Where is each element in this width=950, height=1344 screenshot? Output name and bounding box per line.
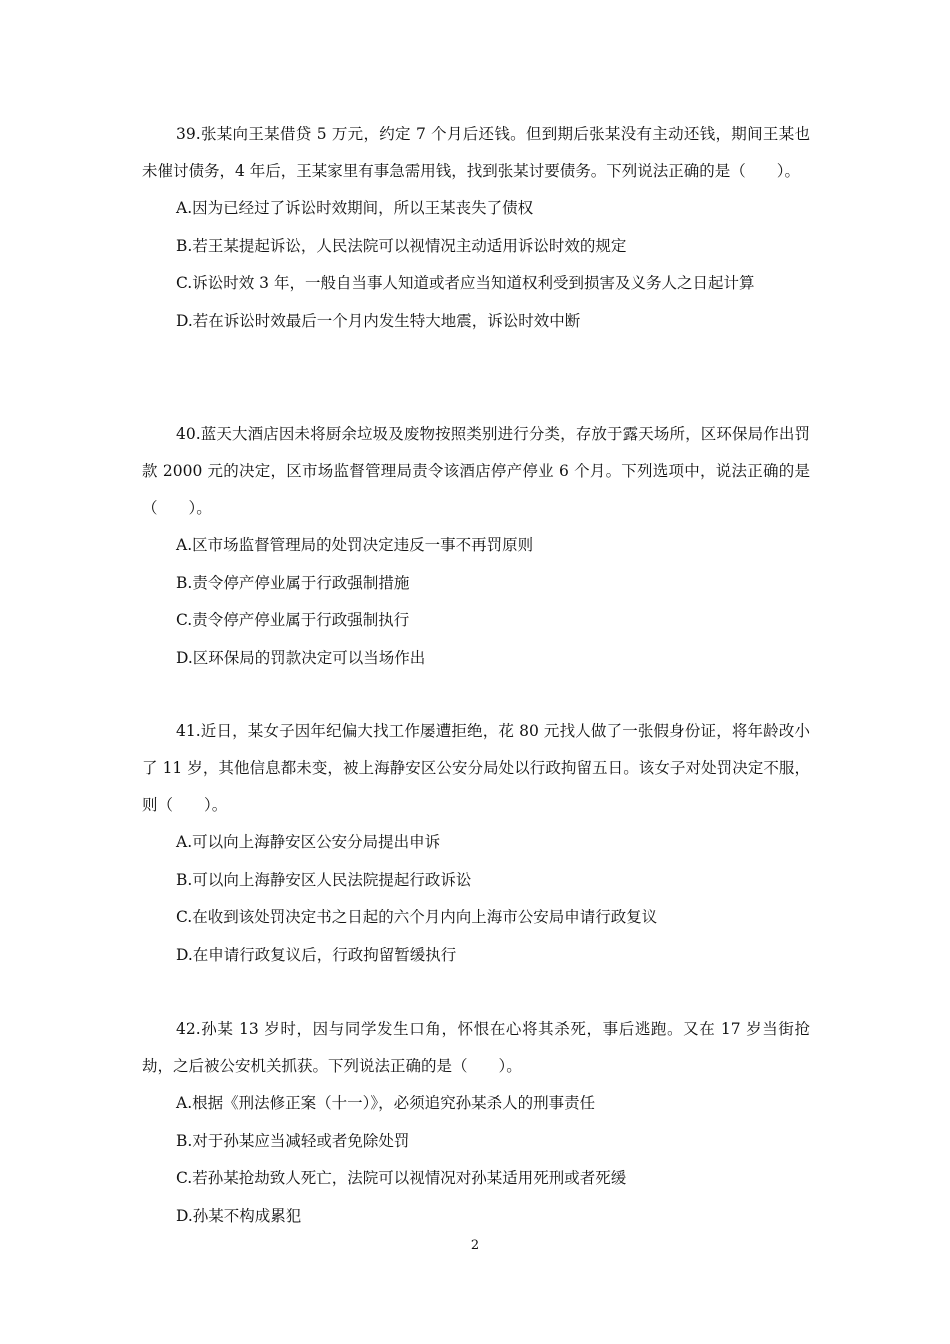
- page-number: 2: [470, 1238, 480, 1253]
- option-d: D.在申请行政复议后，行政拘留暂缓执行: [176, 945, 457, 964]
- option-a: A.根据《刑法修正案（十一）》，必须追究孙某杀人的刑事责任: [176, 1094, 596, 1112]
- option-d: D.区环保局的罚款决定可以当场作出: [176, 648, 426, 667]
- option-b: B.可以向上海静安区人民法院提起行政诉讼: [176, 870, 472, 889]
- option-d: D.孙某不构成累犯: [176, 1206, 302, 1225]
- option-list: [142, 1085, 810, 1235]
- option-list: [142, 824, 810, 974]
- option-list: [142, 527, 810, 677]
- question-41: [142, 713, 810, 974]
- option-list: [142, 190, 810, 340]
- question-stem: 40.蓝天大酒店因未将厨余垃圾及废物按照类别进行分类，存放于露天场所，区环保局作出罚款 2000 元的决定，区市场监督管理局责令该酒店停产停业 6 个月。下列选项中，说法正确的是（ ）。: [142, 425, 810, 517]
- option-c: C.若孙某抢劫致人死亡，法院可以视情况对孙某适用死刑或者死缓: [176, 1169, 627, 1187]
- option-a: A.区市场监督管理局的处罚决定违反一事不再罚原则: [176, 536, 534, 554]
- question-stem: 39.张某向王某借贷 5 万元，约定 7 个月后还钱。但到期后张某没有主动还钱，期间王某也未催讨债务，4 年后，王某家里有事急需用钱，找到张某讨要债务。下列说法正确的是（ ）。: [142, 125, 810, 180]
- question-stem: 42.孙某 13 岁时，因与同学发生口角，怀恨在心将其杀死，事后逃跑。又在 17 岁当街抢劫，之后被公安机关抓获。下列说法正确的是（ ）。: [142, 1020, 810, 1075]
- option-d: D.若在诉讼时效最后一个月内发生特大地震，诉讼时效中断: [176, 311, 581, 330]
- option-c: C.诉讼时效 3 年，一般自当事人知道或者应当知道权利受到损害及义务人之日起计算: [176, 274, 755, 292]
- question-stem: 41.近日，某女子因年纪偏大找工作屡遭拒绝，花 80 元找人做了一张假身份证，将年龄改小了 11 岁，其他信息都未变，被上海静安区公安分局处以行政拘留五日。该女子对处罚决定不服，则（ ）。: [142, 722, 810, 814]
- option-c: C.在收到该处罚决定书之日起的六个月内向上海市公安局申请行政复议: [176, 908, 658, 926]
- option-c: C.责令停产停业属于行政强制执行: [176, 611, 410, 629]
- question-40: [142, 416, 810, 677]
- option-a: A.可以向上海静安区公安分局提出申诉: [176, 833, 441, 851]
- question-39: [142, 116, 810, 340]
- option-b: B.对于孙某应当减轻或者免除处罚: [176, 1131, 410, 1150]
- option-a: A.因为已经过了诉讼时效期间，所以王某丧失了债权: [176, 199, 534, 217]
- option-b: B.责令停产停业属于行政强制措施: [176, 573, 410, 592]
- option-b: B.若王某提起诉讼，人民法院可以视情况主动适用诉讼时效的规定: [176, 236, 627, 255]
- question-42: [142, 1011, 810, 1235]
